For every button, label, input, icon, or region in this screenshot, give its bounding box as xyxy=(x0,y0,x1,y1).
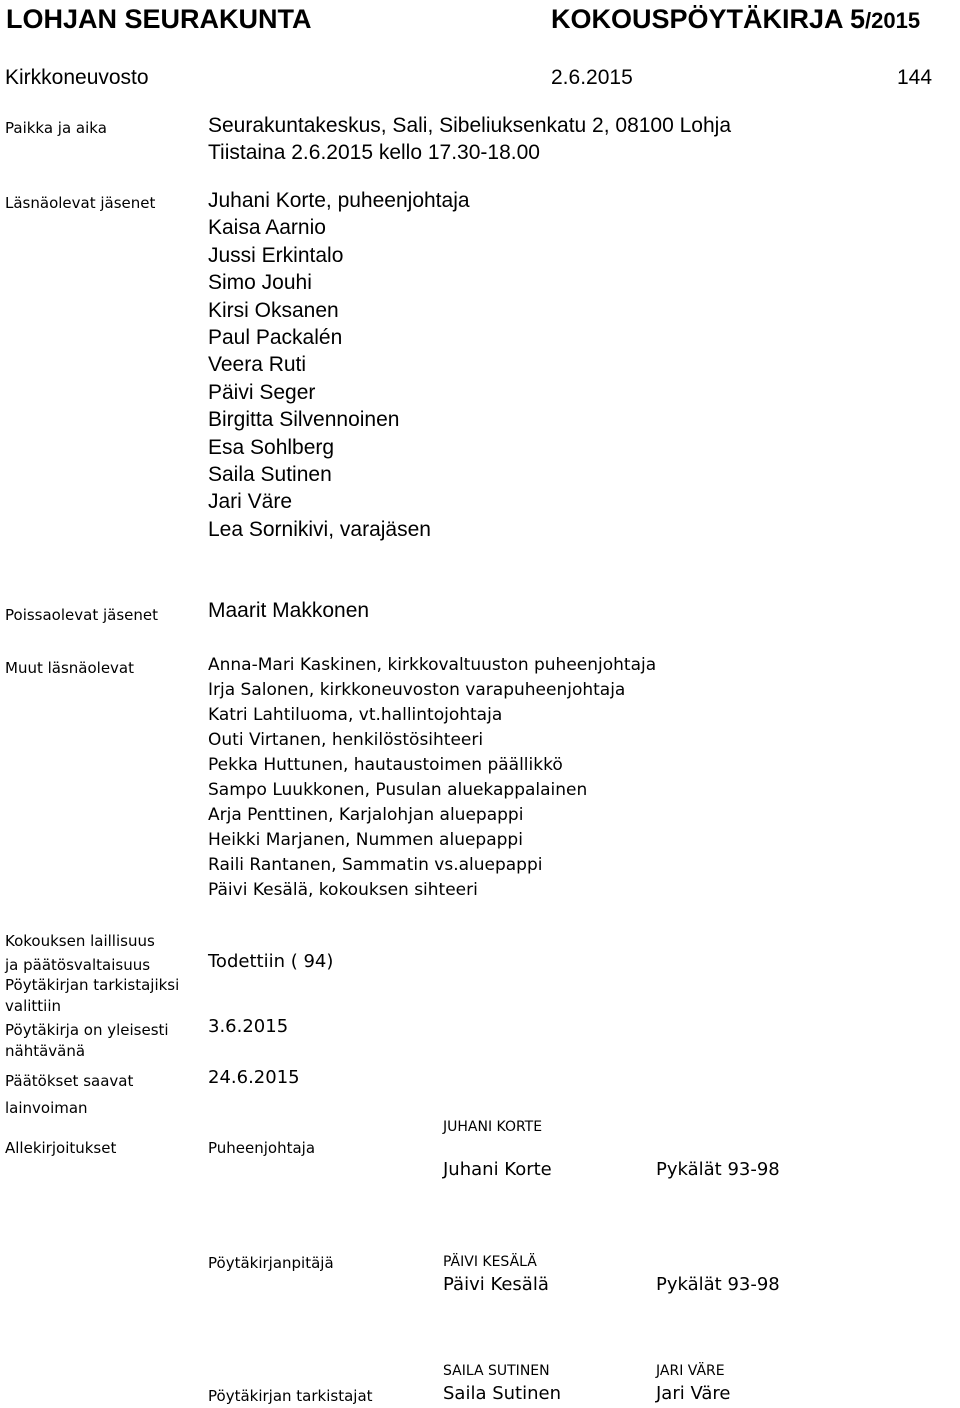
inspector-2-signature: JARI VÄRE xyxy=(656,1363,725,1379)
member-name: Lea Sornikivi, varajäsen xyxy=(208,517,431,541)
attendee-name: Anna-Mari Kaskinen, kirkkovaltuuston puheenjohtaja xyxy=(208,655,657,675)
signatures-label: Allekirjoitukset xyxy=(5,1139,117,1157)
attendee-name: Outi Virtanen, henkilöstösihteeri xyxy=(208,730,484,750)
legal-force-date: 24.6.2015 xyxy=(208,1067,300,1088)
attendee-name: Arja Penttinen, Karjalohjan aluepappi xyxy=(208,805,524,825)
absent-members-label: Poissaolevat jäsenet xyxy=(5,606,158,624)
member-name: Simo Jouhi xyxy=(208,271,312,295)
present-members-label: Läsnäolevat jäsenet xyxy=(5,194,156,212)
page-number: 144 xyxy=(897,66,933,89)
meeting-place: Seurakuntakeskus, Sali, Sibeliuksenkatu 2, 08100 Lohja xyxy=(208,114,732,137)
public-display-date: 3.6.2015 xyxy=(208,1016,289,1037)
attendee-name: Sampo Luukkonen, Pusulan aluekappalainen xyxy=(208,780,588,800)
organization-title: LOHJAN SEURAKUNTA xyxy=(6,4,312,34)
secretary-sections: Pykälät 93-98 xyxy=(656,1274,780,1295)
attendee-name: Heikki Marjanen, Nummen aluepappi xyxy=(208,830,523,850)
chair-name: Juhani Korte xyxy=(443,1159,552,1180)
attendee-name: Pekka Huttunen, hautaustoimen päällikkö xyxy=(208,755,563,775)
member-name: Kirsi Oksanen xyxy=(208,298,339,322)
present-members-list xyxy=(208,187,470,543)
legality-label-line2: ja päätösvaltaisuus xyxy=(5,956,151,974)
chair-role: Puheenjohtaja xyxy=(208,1139,316,1157)
attendee-name: Raili Rantanen, Sammatin vs.aluepappi xyxy=(208,855,543,875)
others-present-label: Muut läsnäolevat xyxy=(5,659,135,677)
place-time-label: Paikka ja aika xyxy=(5,119,107,137)
attendee-name: Päivi Kesälä, kokouksen sihteeri xyxy=(208,880,478,900)
member-name: Kaisa Aarnio xyxy=(208,216,326,240)
member-name: Esa Sohlberg xyxy=(208,435,335,459)
inspectors-chosen-label-line1: Pöytäkirjan tarkistajiksi xyxy=(5,976,180,994)
meeting-body: Kirkkoneuvosto xyxy=(5,66,149,89)
inspector-1-signature: SAILA SUTINEN xyxy=(443,1363,550,1379)
secretary-role: Pöytäkirjanpitäjä xyxy=(208,1254,334,1272)
legal-force-label-line1: Päätökset saavat xyxy=(5,1072,134,1090)
others-present-list xyxy=(208,653,656,903)
legality-label-line1: Kokouksen laillisuus xyxy=(5,932,155,950)
inspectors-role: Pöytäkirjan tarkistajat xyxy=(208,1387,373,1405)
secretary-signature: PÄIVI KESÄLÄ xyxy=(443,1254,537,1270)
inspector-1-name: Saila Sutinen xyxy=(443,1383,561,1404)
absent-member-name: Maarit Makkonen xyxy=(208,599,370,622)
inspector-2-name: Jari Väre xyxy=(656,1383,731,1404)
chair-signature: JUHANI KORTE xyxy=(443,1119,543,1135)
member-name: Paul Packalén xyxy=(208,325,343,349)
legality-value: Todettiin ( 94) xyxy=(208,951,334,972)
attendee-name: Katri Lahtiluoma, vt.hallintojohtaja xyxy=(208,705,503,725)
secretary-name: Päivi Kesälä xyxy=(443,1274,549,1295)
document-title xyxy=(551,4,920,35)
document-title-year: /2015 xyxy=(865,8,921,33)
public-display-label-line1: Pöytäkirja on yleisesti xyxy=(5,1021,169,1039)
member-name: Veera Ruti xyxy=(208,353,307,377)
inspectors-chosen-label-line2: valittiin xyxy=(5,997,62,1015)
public-display-label-line2: nähtävänä xyxy=(5,1042,86,1060)
member-name: Juhani Korte, puheenjohtaja xyxy=(208,189,470,212)
legal-force-label-line2: lainvoiman xyxy=(5,1099,88,1117)
chair-sections: Pykälät 93-98 xyxy=(656,1159,780,1180)
meeting-date: 2.6.2015 xyxy=(551,66,633,89)
member-name: Birgitta Silvennoinen xyxy=(208,408,400,432)
member-name: Saila Sutinen xyxy=(208,462,332,486)
meeting-time: Tiistaina 2.6.2015 kello 17.30-18.00 xyxy=(208,141,540,164)
member-name: Päivi Seger xyxy=(208,380,316,404)
attendee-name: Irja Salonen, kirkkoneuvoston varapuheenjohtaja xyxy=(208,680,626,700)
member-name: Jari Väre xyxy=(208,490,293,514)
document-title-main: KOKOUSPÖYTÄKIRJA 5 xyxy=(551,4,866,34)
member-name: Jussi Erkintalo xyxy=(208,243,344,267)
